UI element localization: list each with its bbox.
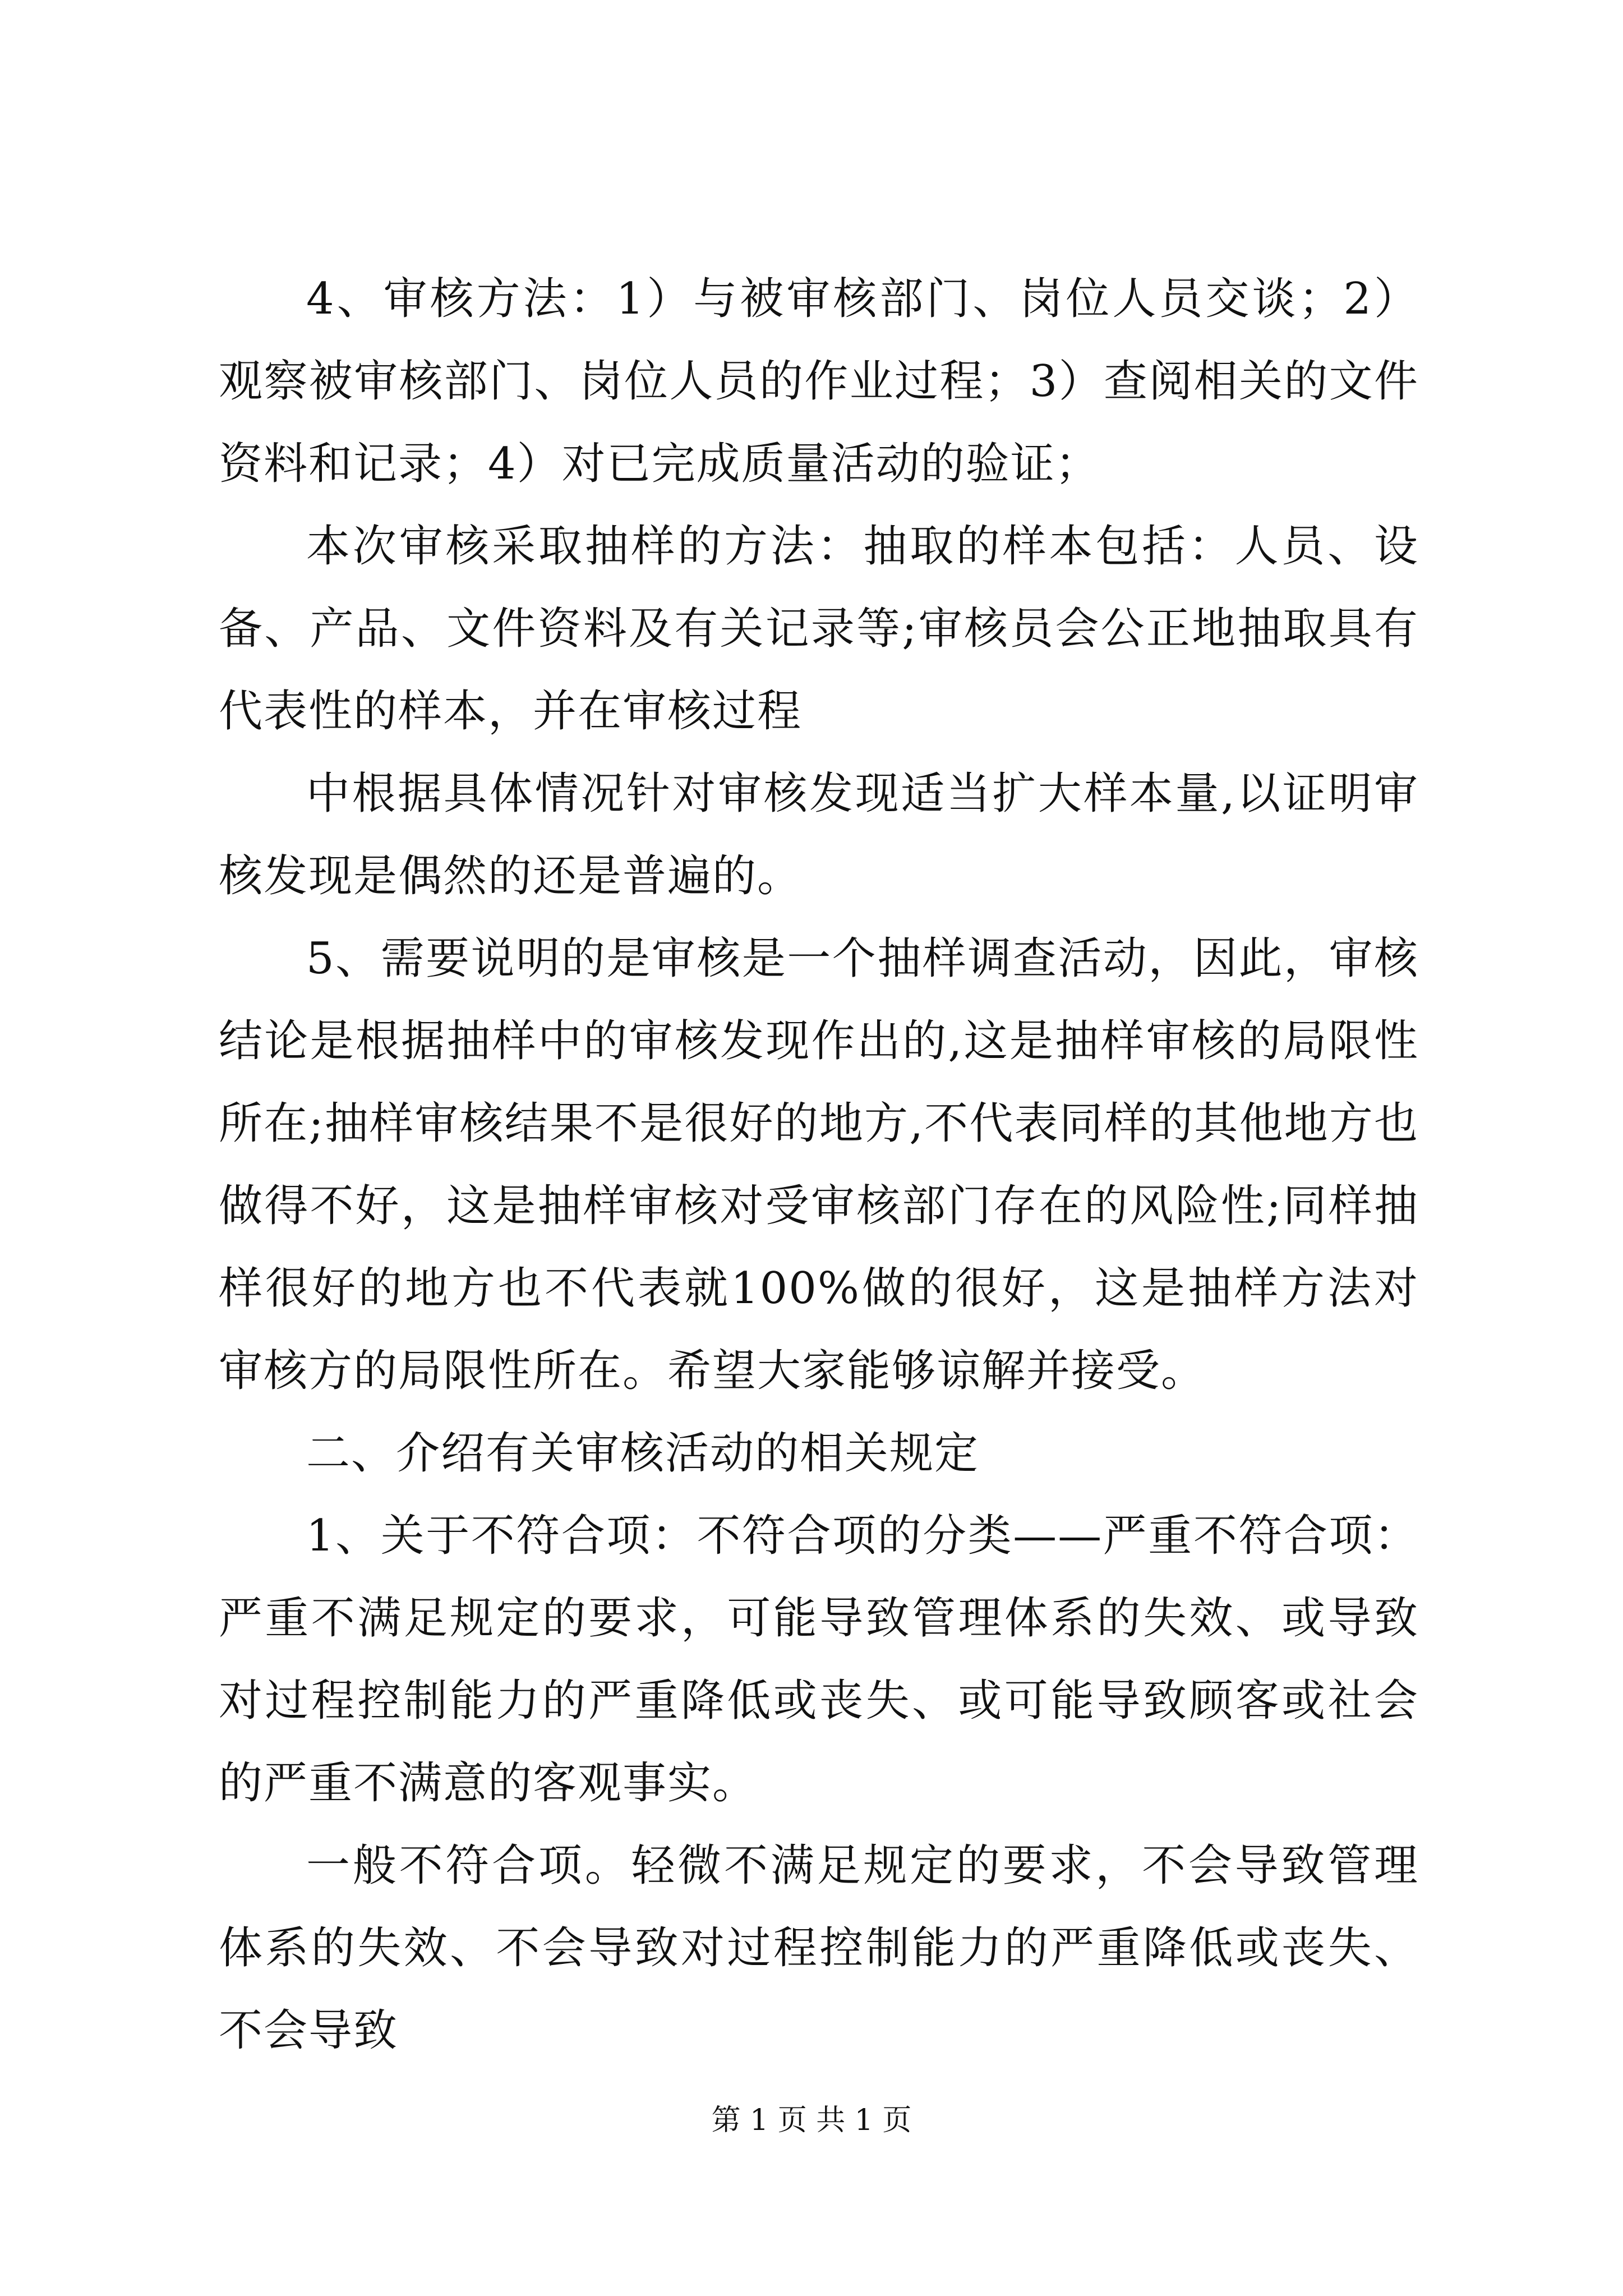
paragraph-major-nonconformity: 1、关于不符合项：不符合项的分类——严重不符合项：严重不满足规定的要求，可能导致管理体系的失效、或导致对过程控制能力的严重降低或丧失、或可能导致顾客或社会的严重不满意的客观事实。 xyxy=(219,1511,1419,1809)
paragraph-sampling-method: 本次审核采取抽样的方法：抽取的样本包括：人员、设备、产品、文件资料及有关记录等;审核员会公正地抽取具有代表性的样本，并在审核过程 xyxy=(219,521,1419,737)
section-heading-audit-rules: 二、介绍有关审核活动的相关规定 xyxy=(306,1428,980,1479)
page-footer: 第 1 页 共 1 页 xyxy=(711,2104,912,2137)
document-body xyxy=(219,258,1419,2072)
paragraph-sample-expansion: 中根据具体情况针对审核发现适当扩大样本量,以证明审核发现是偶然的还是普遍的。 xyxy=(219,769,1419,901)
paragraph-sampling-limitations: 5、需要说明的是审核是一个抽样调查活动，因此，审核结论是根据抽样中的审核发现作出的,这是抽样审核的局限性所在;抽样审核结果不是很好的地方,不代表同样的其他地方也做得不好，这是抽样审核对受审核部门存在的风险性;同样抽样很好的地方也不代表就100%做的很好，这是抽样方法对审核方的局限性所在。希望大家能够谅解并接受。 xyxy=(219,933,1419,1396)
paragraph-audit-methods: 4、审核方法：1）与被审核部门、岗位人员交谈；2）观察被审核部门、岗位人员的作业过程；3）查阅相关的文件资料和记录；4）对已完成质量活动的验证； xyxy=(219,274,1419,489)
paragraph-minor-nonconformity: 一般不符合项。轻微不满足规定的要求，不会导致管理体系的失效、不会导致对过程控制能力的严重降低或丧失、不会导致 xyxy=(219,1841,1419,2056)
